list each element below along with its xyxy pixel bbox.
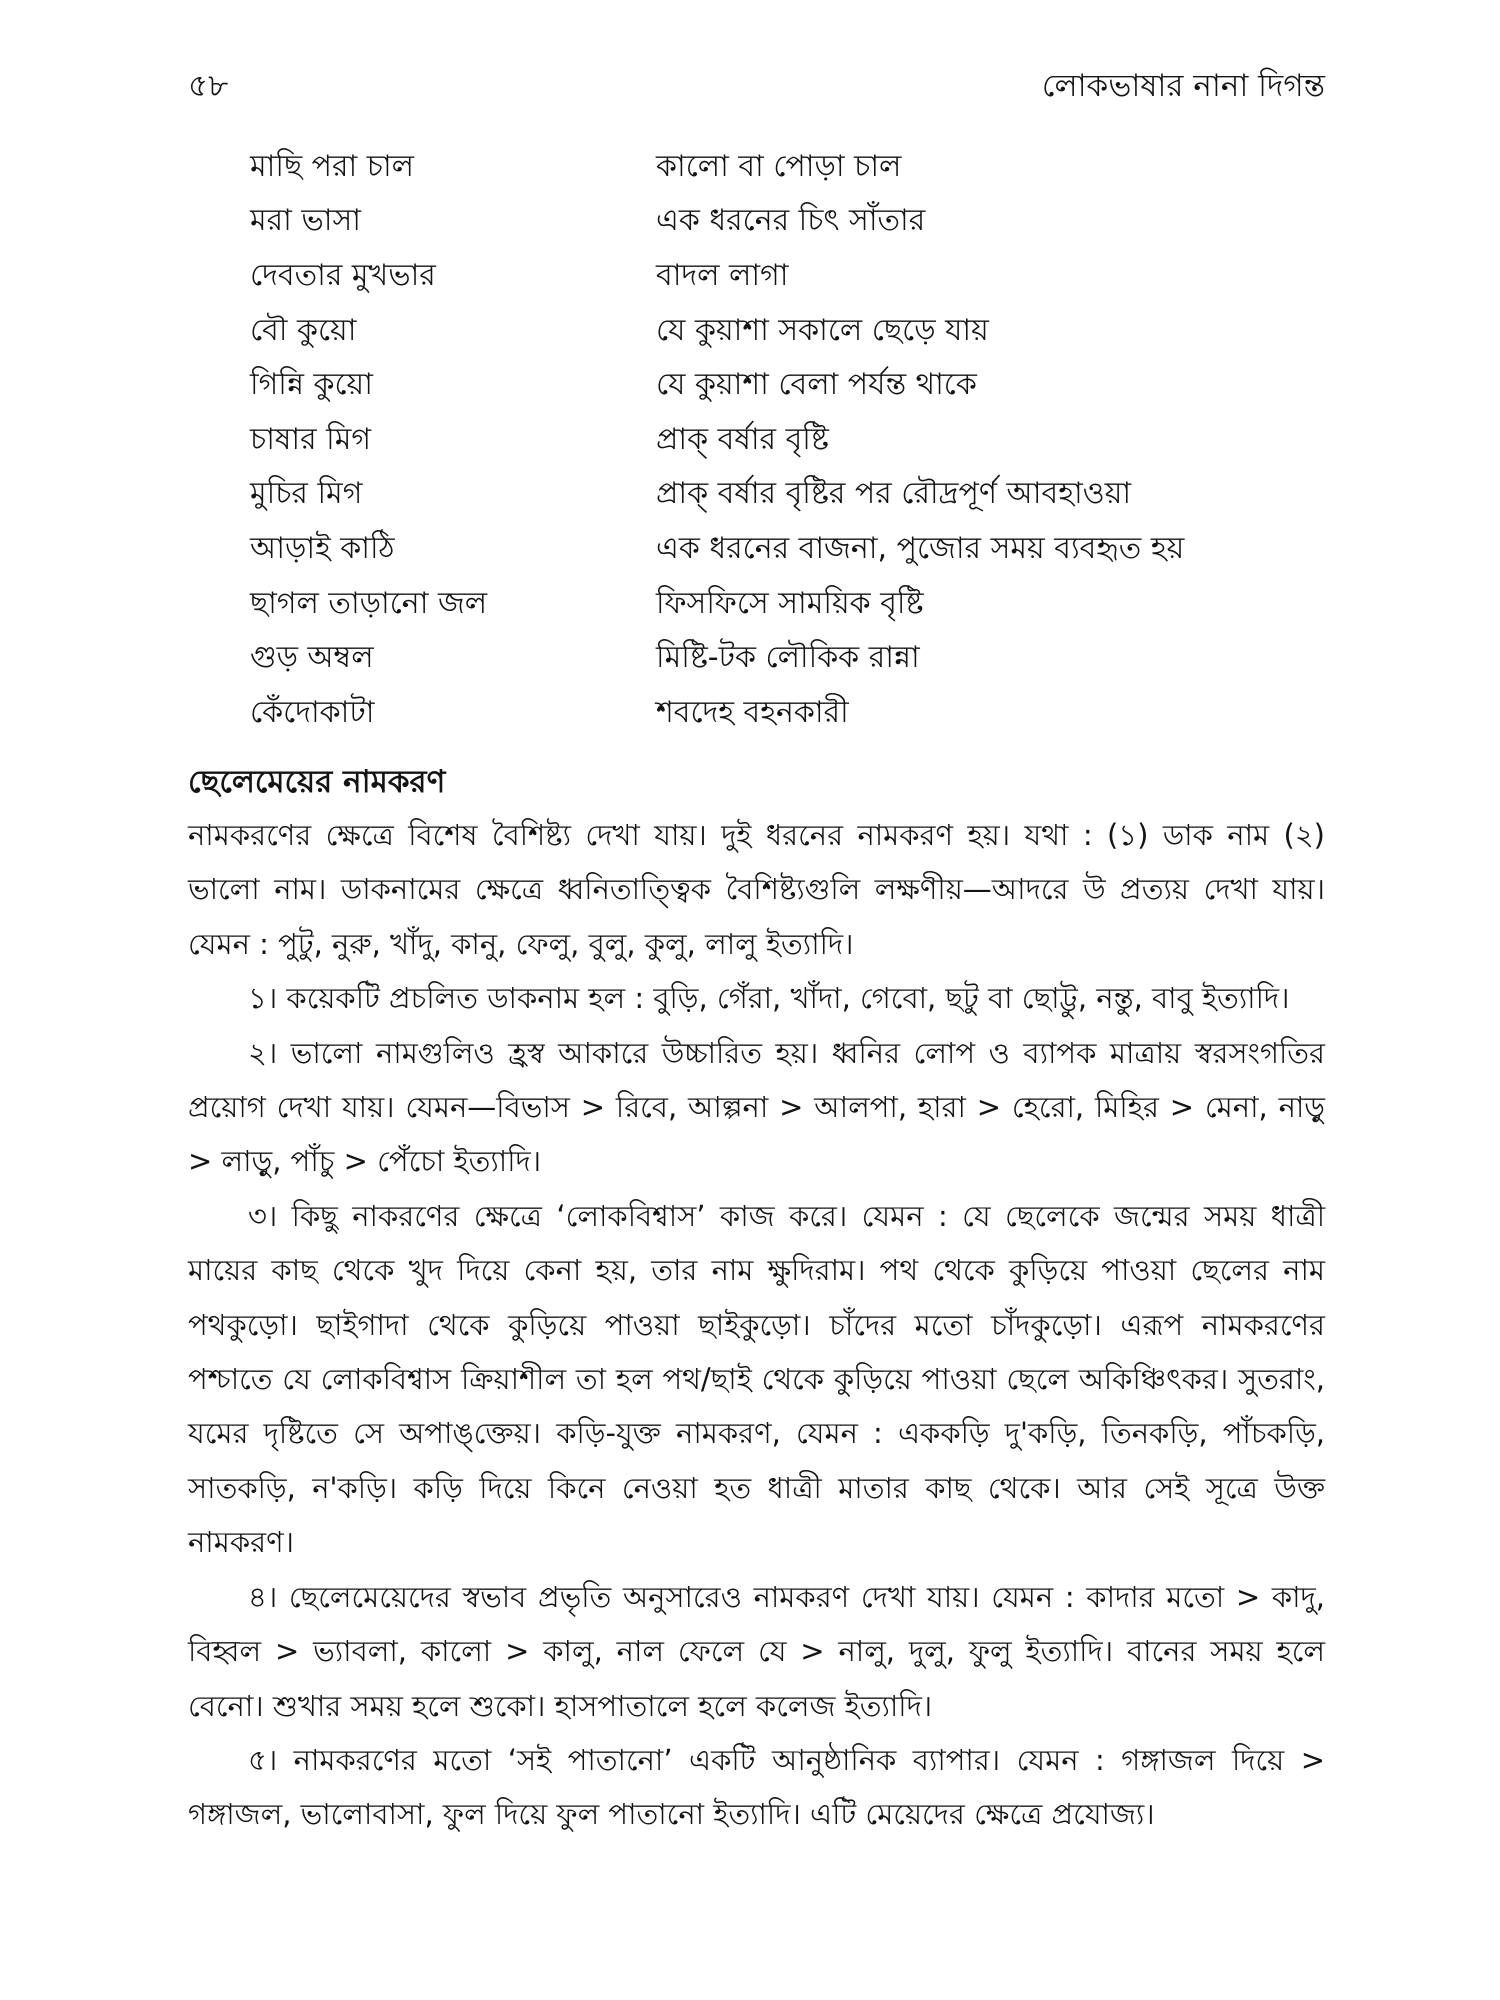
- paragraph: ১। কয়েকটি প্রচলিত ডাকনাম হল : বুড়ি, গেঁরা, খাঁদা, গেবো, ছটু বা ছোট্টু, নন্তু, বাবু ইত্যাদি।: [248, 981, 1290, 1016]
- glossary-meaning: বাদল লাগা: [656, 257, 789, 293]
- glossary-meaning: এক ধরনের চিৎ সাঁতার: [656, 203, 926, 239]
- glossary-meaning: কালো বা পোড়া চাল: [656, 148, 902, 184]
- running-title: লোকভাষার নানা দিগন্ত: [1041, 68, 1325, 104]
- glossary-meaning: ফিসফিসে সাময়িক বৃষ্টি: [656, 585, 924, 621]
- glossary-row: [250, 249, 1350, 304]
- glossary-row: [250, 468, 1350, 523]
- glossary-row: [250, 413, 1350, 468]
- glossary-meaning: এক ধরনের বাজনা, পুজোর সময় ব্যবহৃত হয়: [656, 530, 1185, 566]
- glossary-term: ছাগল তাড়ানো জল: [250, 585, 488, 621]
- glossary-meaning: যে কুয়াশা সকালে ছেড়ে যায়: [656, 312, 989, 348]
- glossary-row: [250, 631, 1350, 686]
- page-header: [188, 62, 1325, 112]
- glossary-term: মরা ভাসা: [250, 203, 361, 239]
- glossary-row: [250, 358, 1350, 413]
- glossary-row: [250, 577, 1350, 632]
- glossary-row: [250, 304, 1350, 359]
- glossary-row: [250, 686, 1350, 741]
- glossary-term: আড়াই কাঠি: [250, 530, 395, 566]
- glossary-term: গিন্নি কুয়ো: [250, 367, 373, 403]
- glossary-term: গুড় অম্বল: [250, 640, 374, 676]
- page-number: ৫৮: [188, 68, 229, 104]
- glossary-row: [250, 522, 1350, 577]
- paragraph: ২। ভালো নামগুলিও হ্রস্ব আকারে উচ্চারিত হয়। ধ্বনির লোপ ও ব্যাপক মাত্রায় স্বরসংগতির প্রয়োগ দেখা যায়। যেমন—বিভাস > রিবে, আল্পনা > আলপা, হারা > হেরো, মিহির > মেনা, নাড়ু > লাড়ু, পাঁচু > পেঁচো ইত্যাদি।: [188, 1035, 1325, 1179]
- glossary-meaning: যে কুয়াশা বেলা পর্যন্ত থাকে: [656, 367, 977, 403]
- glossary-term: দেবতার মুখভার: [250, 257, 436, 293]
- paragraph: ৪। ছেলেমেয়েদের স্বভাব প্রভৃতি অনুসারেও নামকরণ দেখা যায়। যেমন : কাদার মতো > কাদু, বিহ্বল > ভ্যাবলা, কালো > কালু, নাল ফেলে যে > নালু, দুলু, ফুলু ইত্যাদি। বানের সময় হলে বেনো। শুখার সময় হলে শুকো। হাসপাতালে হলে কলেজ ইত্যাদি।: [188, 1579, 1325, 1723]
- glossary-meaning: শবদেহ বহনকারী: [656, 694, 849, 730]
- paragraph: ৫। নামকরণের মতো ‘সই পাতানো’ একটি আনুষ্ঠানিক ব্যাপার। যেমন : গঙ্গাজল দিয়ে > গঙ্গাজল, ভালোবাসা, ফুল দিয়ে ফুল পাতানো ইত্যাদি। এটি মেয়েদের ক্ষেত্রে প্রযোজ্য।: [188, 1742, 1325, 1832]
- glossary-row: [250, 195, 1350, 250]
- section-heading: ছেলেমেয়ের নামকরণ: [188, 764, 446, 800]
- glossary-meaning: প্রাক্ বর্ষার বৃষ্টি: [656, 421, 829, 457]
- glossary-term: কেঁদোকাটা: [250, 694, 375, 730]
- glossary-meaning: প্রাক্ বর্ষার বৃষ্টির পর রৌদ্রপূর্ণ আবহাওয়া: [656, 476, 1132, 512]
- glossary-term: মুচির মিগ: [250, 476, 363, 512]
- glossary-term: বৌ কুয়ো: [250, 312, 357, 348]
- glossary-row: [250, 140, 1350, 195]
- glossary-list: [250, 140, 1350, 741]
- glossary-term: মাছি পরা চাল: [250, 148, 415, 184]
- section-body: [188, 808, 1325, 1842]
- paragraph: ৩। কিছু নাকরণের ক্ষেত্রে ‘লোকবিশ্বাস’ কাজ করে। যেমন : যে ছেলেকে জন্মের সময় ধাত্রী মায়ের কাছ থেকে খুদ দিয়ে কেনা হয়, তার নাম ক্ষুদিরাম। পথ থেকে কুড়িয়ে পাওয়া ছেলের নাম পথকুড়ো। ছাইগাদা থেকে কুড়িয়ে পাওয়া ছাইকুড়ো। চাঁদের মতো চাঁদকুড়ো। এরূপ নামকরণের পশ্চাতে যে লোকবিশ্বাস ক্রিয়াশীল তা হল পথ/ছাই থেকে কুড়িয়ে পাওয়া ছেলে অকিঞ্চিৎকর। সুতরাং, যমের দৃষ্টিতে সে অপাঙ্‌ক্তেয়। কড়ি-যুক্ত নামকরণ, যেমন : এককড়ি দু'কড়ি, তিনকড়ি, পাঁচকড়ি, সাতকড়ি, ন'কড়ি। কড়ি দিয়ে কিনে নেওয়া হত ধাত্রী মাতার কাছ থেকে। আর সেই সূত্রে উক্ত নামকরণ।: [188, 1198, 1325, 1560]
- paragraph: নামকরণের ক্ষেত্রে বিশেষ বৈশিষ্ট্য দেখা যায়। দুই ধরনের নামকরণ হয়। যথা : (১) ডাক নাম (২) ভালো নাম। ডাকনামের ক্ষেত্রে ধ্বনিতাত্ত্বিক বৈশিষ্ট্যগুলি লক্ষণীয়—আদরে উ প্রত্যয় দেখা যায়। যেমন : পুটু, নুরু, খাঁদু, কানু, ফেলু, বুলু, কুলু, লালু ইত্যাদি।: [188, 818, 1325, 961]
- glossary-meaning: মিষ্টি-টক লৌকিক রান্না: [656, 640, 920, 676]
- glossary-term: চাষার মিগ: [250, 421, 372, 457]
